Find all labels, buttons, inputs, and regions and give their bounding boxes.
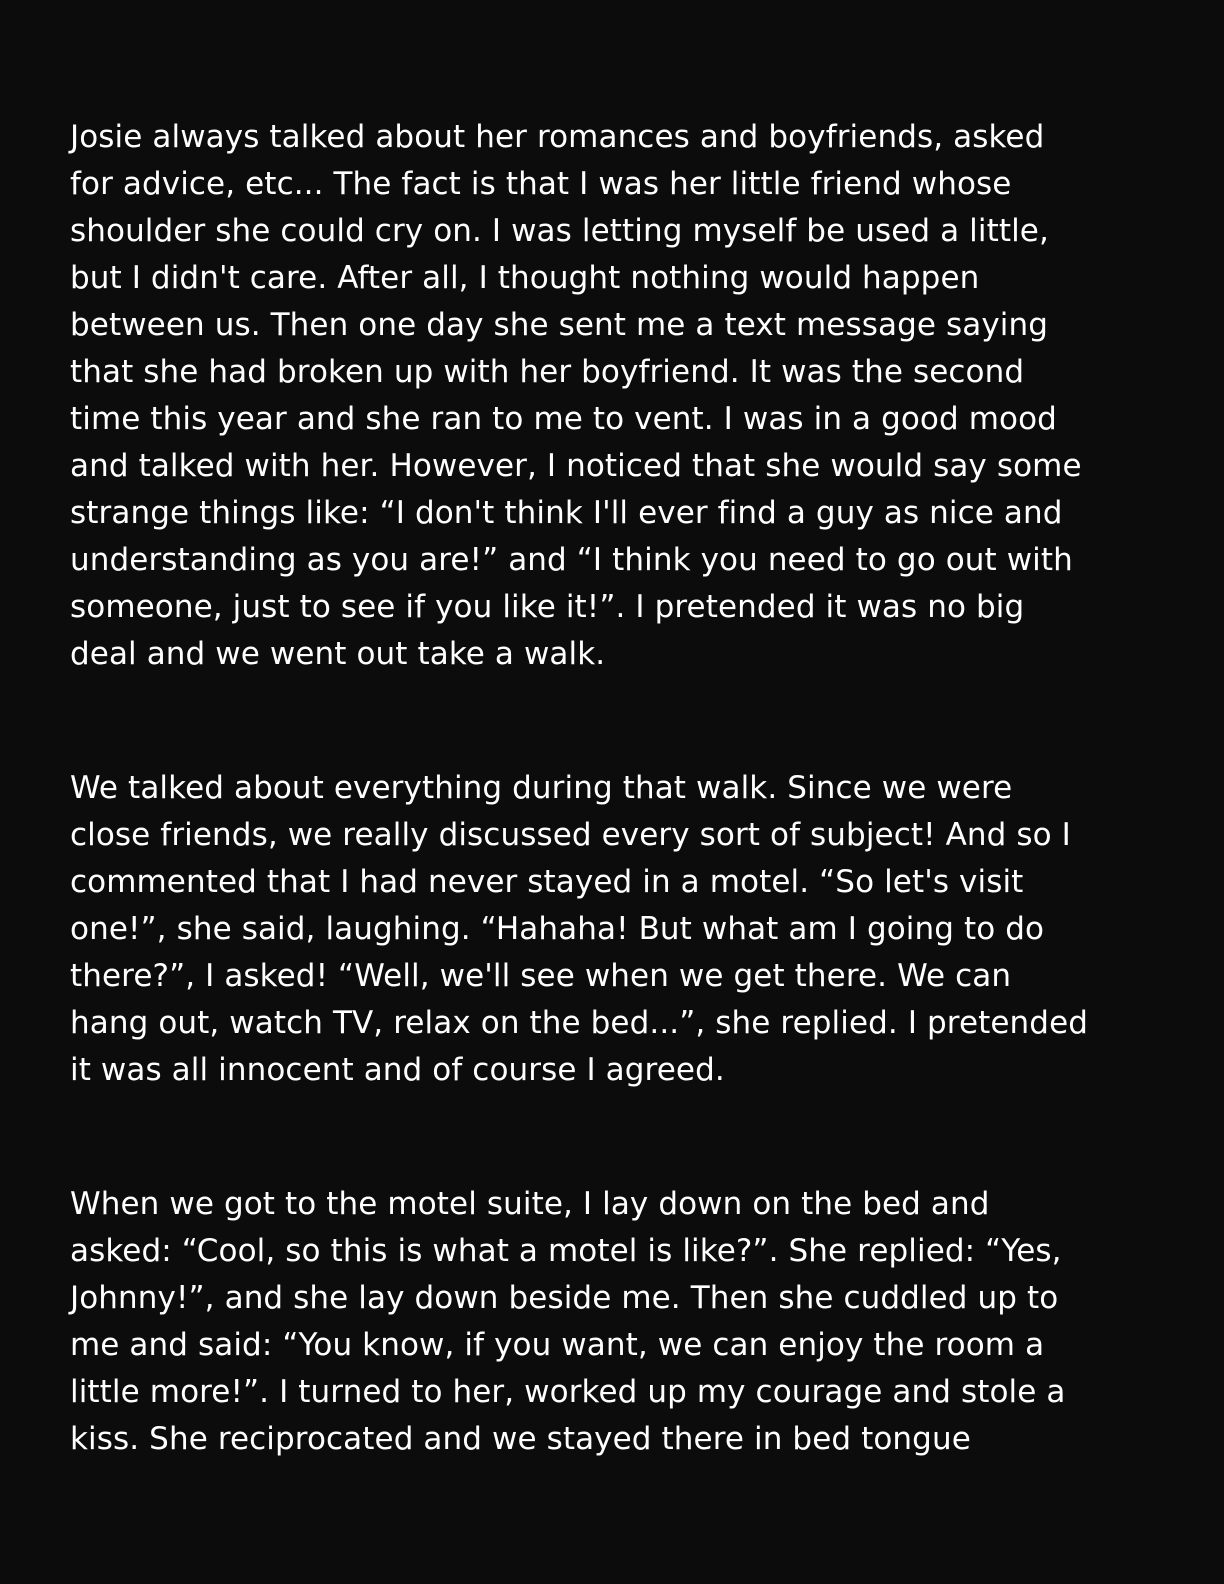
text-line: When we got to the motel suite, I lay down on the bed and	[70, 1186, 990, 1222]
paragraph-spacer	[70, 678, 1160, 765]
text-line: that she had broken up with her boyfriend. It was the second	[70, 354, 1025, 390]
text-line: between us. Then one day she sent me a text message saying	[70, 307, 1049, 343]
text-line: and talked with her. However, I noticed that she would say some	[70, 448, 1082, 484]
text-line: asked: “Cool, so this is what a motel is like?”. She replied: “Yes,	[70, 1233, 1062, 1269]
text-line: deal and we went out take a walk.	[70, 636, 606, 672]
text-line: understanding as you are!” and “I think you need to go out with	[70, 542, 1073, 578]
text-line: but I didn't care. After all, I thought nothing would happen	[70, 260, 980, 296]
text-line: hang out, watch TV, relax on the bed...”, she replied. I pretended	[70, 1005, 1089, 1041]
text-line: shoulder she could cry on. I was letting myself be used a little,	[70, 213, 1049, 249]
text-line: there?”, I asked! “Well, we'll see when we get there. We can	[70, 958, 1012, 994]
paragraph-3	[70, 1181, 1160, 1463]
text-line: me and said: “You know, if you want, we can enjoy the room a	[70, 1327, 1045, 1363]
text-line: We talked about everything during that walk. Since we were	[70, 770, 1013, 806]
paragraph-2	[70, 765, 1160, 1094]
text-line: little more!”. I turned to her, worked up my courage and stole a	[70, 1374, 1066, 1410]
story-text-page	[70, 114, 1160, 1463]
text-line: time this year and she ran to me to vent. I was in a good mood	[70, 401, 1057, 437]
text-line: Josie always talked about her romances and boyfriends, asked	[70, 119, 1045, 155]
text-line: it was all innocent and of course I agreed.	[70, 1052, 725, 1088]
text-line: commented that I had never stayed in a motel. “So let's visit	[70, 864, 1024, 900]
text-line: someone, just to see if you like it!”. I pretended it was no big	[70, 589, 1025, 625]
text-line: for advice, etc... The fact is that I was her little friend whose	[70, 166, 1012, 202]
paragraph-1	[70, 114, 1160, 678]
text-line: strange things like: “I don't think I'll ever find a guy as nice and	[70, 495, 1063, 531]
text-line: one!”, she said, laughing. “Hahaha! But what am I going to do	[70, 911, 1045, 947]
paragraph-spacer	[70, 1094, 1160, 1181]
text-line: close friends, we really discussed every sort of subject! And so I	[70, 817, 1071, 853]
text-line: kiss. She reciprocated and we stayed there in bed tongue	[70, 1421, 971, 1457]
text-line: Johnny!”, and she lay down beside me. Then she cuddled up to	[70, 1280, 1059, 1316]
